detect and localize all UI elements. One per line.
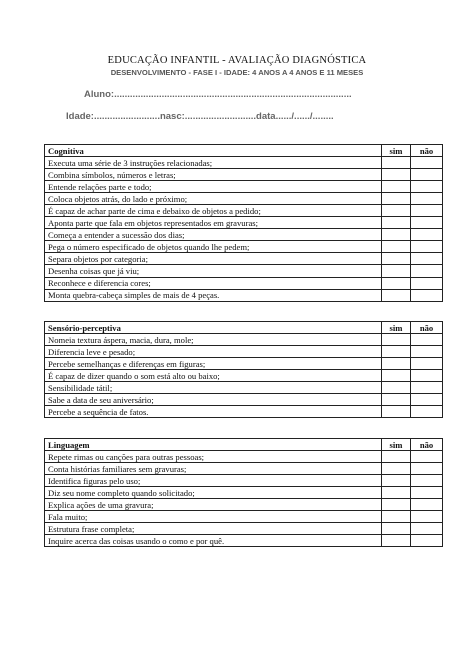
- table-row: [45, 499, 443, 511]
- no-checkbox-cell[interactable]: [411, 451, 443, 463]
- section-title: Cognitiva: [45, 145, 382, 157]
- criterion-label: Coloca objetos atrás, do lado e próximo;: [45, 193, 382, 205]
- table-row: [45, 382, 443, 394]
- criterion-label: Diferencia leve e pesado;: [45, 346, 382, 358]
- criterion-label: Entende relações parte e todo;: [45, 181, 382, 193]
- no-checkbox-cell[interactable]: [411, 277, 443, 289]
- table-row: [45, 229, 443, 241]
- no-checkbox-cell[interactable]: [411, 499, 443, 511]
- yes-checkbox-cell[interactable]: [382, 157, 411, 169]
- criterion-label: Conta histórias familiares sem gravuras;: [45, 463, 382, 475]
- no-checkbox-cell[interactable]: [411, 511, 443, 523]
- criterion-label: Percebe semelhanças e diferenças em figuras;: [45, 358, 382, 370]
- column-header-no: não: [411, 439, 443, 451]
- no-checkbox-cell[interactable]: [411, 475, 443, 487]
- criterion-label: Sabe a data de seu aniversário;: [45, 394, 382, 406]
- column-header-no: não: [411, 145, 443, 157]
- yes-checkbox-cell[interactable]: [382, 277, 411, 289]
- criterion-label: Repete rimas ou canções para outras pessoas;: [45, 451, 382, 463]
- criterion-label: Pega o número especificado de objetos quando lhe pedem;: [45, 241, 382, 253]
- criterion-label: Reconhece e diferencia cores;: [45, 277, 382, 289]
- no-checkbox-cell[interactable]: [411, 346, 443, 358]
- yes-checkbox-cell[interactable]: [382, 463, 411, 475]
- table-row: [45, 358, 443, 370]
- no-checkbox-cell[interactable]: [411, 370, 443, 382]
- yes-checkbox-cell[interactable]: [382, 265, 411, 277]
- table-row: [45, 535, 443, 547]
- no-checkbox-cell[interactable]: [411, 181, 443, 193]
- no-checkbox-cell[interactable]: [411, 358, 443, 370]
- no-checkbox-cell[interactable]: [411, 229, 443, 241]
- no-checkbox-cell[interactable]: [411, 169, 443, 181]
- yes-checkbox-cell[interactable]: [382, 334, 411, 346]
- yes-checkbox-cell[interactable]: [382, 253, 411, 265]
- yes-checkbox-cell[interactable]: [382, 451, 411, 463]
- table-row: [45, 334, 443, 346]
- no-checkbox-cell[interactable]: [411, 334, 443, 346]
- criterion-label: Aponta parte que fala em objetos representados em gravuras;: [45, 217, 382, 229]
- yes-checkbox-cell[interactable]: [382, 229, 411, 241]
- no-checkbox-cell[interactable]: [411, 523, 443, 535]
- no-checkbox-cell[interactable]: [411, 265, 443, 277]
- yes-checkbox-cell[interactable]: [382, 511, 411, 523]
- criterion-label: Executa uma série de 3 instruções relacionadas;: [45, 157, 382, 169]
- criterion-label: Desenha coisas que já viu;: [45, 265, 382, 277]
- no-checkbox-cell[interactable]: [411, 382, 443, 394]
- criterion-label: Separa objetos por categoria;: [45, 253, 382, 265]
- no-checkbox-cell[interactable]: [411, 463, 443, 475]
- no-checkbox-cell[interactable]: [411, 406, 443, 418]
- table-row: [45, 193, 443, 205]
- table-row: [45, 406, 443, 418]
- yes-checkbox-cell[interactable]: [382, 406, 411, 418]
- table-row: [45, 265, 443, 277]
- table-row: [45, 241, 443, 253]
- yes-checkbox-cell[interactable]: [382, 346, 411, 358]
- table-row: [45, 394, 443, 406]
- yes-checkbox-cell[interactable]: [382, 475, 411, 487]
- criterion-label: Monta quebra-cabeça simples de mais de 4 peças.: [45, 289, 382, 301]
- table-row: [45, 205, 443, 217]
- criterion-label: Inquire acerca das coisas usando o como e por quê.: [45, 535, 382, 547]
- no-checkbox-cell[interactable]: [411, 193, 443, 205]
- no-checkbox-cell[interactable]: [411, 289, 443, 301]
- yes-checkbox-cell[interactable]: [382, 487, 411, 499]
- yes-checkbox-cell[interactable]: [382, 370, 411, 382]
- table-row: [45, 277, 443, 289]
- column-header-yes: sim: [382, 322, 411, 334]
- no-checkbox-cell[interactable]: [411, 217, 443, 229]
- yes-checkbox-cell[interactable]: [382, 358, 411, 370]
- page-title: EDUCAÇÃO INFANTIL - AVALIAÇÃO DIAGNÓSTICA: [107, 55, 367, 66]
- yes-checkbox-cell[interactable]: [382, 289, 411, 301]
- no-checkbox-cell[interactable]: [411, 253, 443, 265]
- section-title: Linguagem: [45, 439, 382, 451]
- yes-checkbox-cell[interactable]: [382, 394, 411, 406]
- no-checkbox-cell[interactable]: [411, 241, 443, 253]
- no-checkbox-cell[interactable]: [411, 487, 443, 499]
- criterion-label: Percebe a sequência de fatos.: [45, 406, 382, 418]
- table-row: [45, 217, 443, 229]
- criterion-label: Fala muito;: [45, 511, 382, 523]
- page-subtitle: DESENVOLVIMENTO - FASE I - IDADE: 4 ANOS A 4 ANOS E 11 MESES: [110, 68, 364, 77]
- student-name-field[interactable]: Aluno:..........................................................................................: [84, 89, 352, 100]
- criterion-label: É capaz de achar parte de cima e debaixo de objetos a pedido;: [45, 205, 382, 217]
- criterion-label: Começa a entender a sucessão dos dias;: [45, 229, 382, 241]
- section-table-cognitiva: [44, 144, 443, 302]
- yes-checkbox-cell[interactable]: [382, 535, 411, 547]
- table-row: [45, 169, 443, 181]
- table-row: [45, 487, 443, 499]
- table-row: [45, 463, 443, 475]
- criterion-label: Identifica figuras pelo uso;: [45, 475, 382, 487]
- table-row: [45, 289, 443, 301]
- criterion-label: Sensibilidade tátil;: [45, 382, 382, 394]
- criterion-label: Nomeia textura áspera, macia, dura, mole;: [45, 334, 382, 346]
- section-title: Sensório-perceptiva: [45, 322, 382, 334]
- criterion-label: Diz seu nome completo quando solicitado;: [45, 487, 382, 499]
- no-checkbox-cell[interactable]: [411, 157, 443, 169]
- section-header-row: [45, 322, 443, 334]
- criterion-label: É capaz de dizer quando o som está alto ou baixo;: [45, 370, 382, 382]
- table-row: [45, 370, 443, 382]
- yes-checkbox-cell[interactable]: [382, 205, 411, 217]
- table-row: [45, 253, 443, 265]
- yes-checkbox-cell[interactable]: [382, 499, 411, 511]
- table-row: [45, 475, 443, 487]
- yes-checkbox-cell[interactable]: [382, 217, 411, 229]
- no-checkbox-cell[interactable]: [411, 394, 443, 406]
- yes-checkbox-cell[interactable]: [382, 193, 411, 205]
- column-header-yes: sim: [382, 145, 411, 157]
- no-checkbox-cell[interactable]: [411, 205, 443, 217]
- table-row: [45, 451, 443, 463]
- table-row: [45, 181, 443, 193]
- no-checkbox-cell[interactable]: [411, 535, 443, 547]
- column-header-yes: sim: [382, 439, 411, 451]
- section-table-linguagem: [44, 438, 443, 547]
- section-table-sensorio-perceptiva: [44, 321, 443, 418]
- yes-checkbox-cell[interactable]: [382, 382, 411, 394]
- table-row: [45, 511, 443, 523]
- table-row: [45, 523, 443, 535]
- section-header-row: [45, 145, 443, 157]
- yes-checkbox-cell[interactable]: [382, 523, 411, 535]
- section-header-row: [45, 439, 443, 451]
- yes-checkbox-cell[interactable]: [382, 181, 411, 193]
- criterion-label: Estrutura frase completa;: [45, 523, 382, 535]
- table-row: [45, 157, 443, 169]
- criterion-label: Explica ações de uma gravura;: [45, 499, 382, 511]
- yes-checkbox-cell[interactable]: [382, 169, 411, 181]
- criterion-label: Combina símbolos, números e letras;: [45, 169, 382, 181]
- column-header-no: não: [411, 322, 443, 334]
- yes-checkbox-cell[interactable]: [382, 241, 411, 253]
- table-row: [45, 346, 443, 358]
- age-birth-date-field[interactable]: Idade:.........................nasc:...........................data....../....../........: [66, 111, 334, 122]
